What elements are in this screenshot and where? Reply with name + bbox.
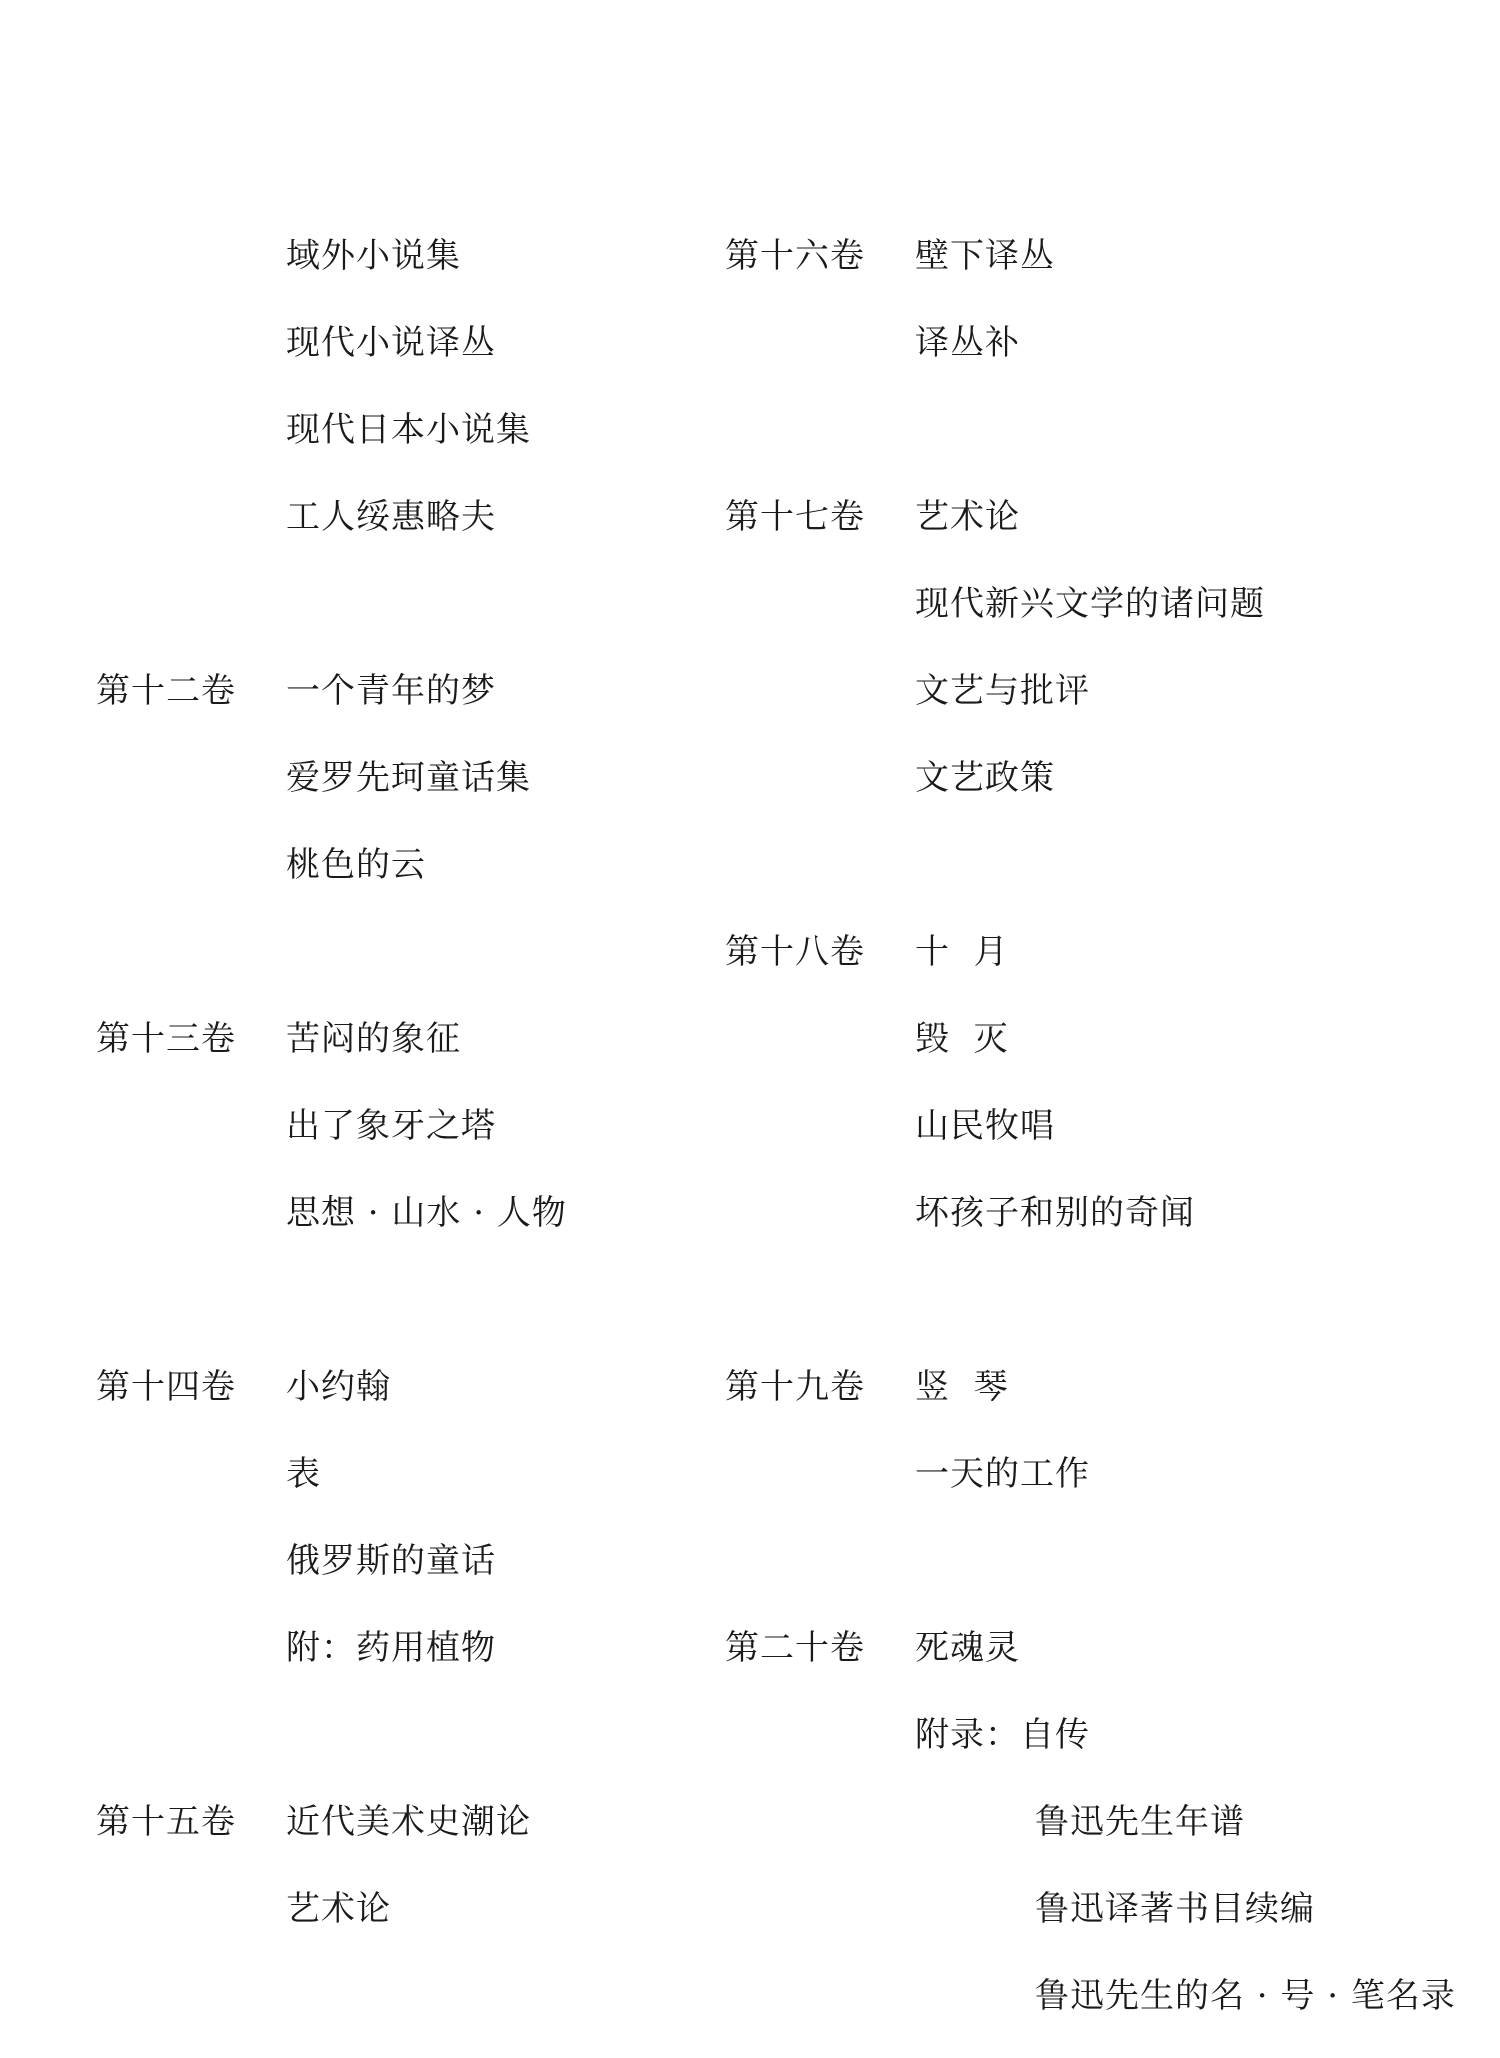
appendix-item: 鲁迅先生的名 · 号 · 笔名录 (1035, 1976, 1456, 2016)
book-title: 译丛补 (915, 323, 1020, 363)
book-title: 艺术论 (915, 497, 1020, 537)
book-title: 附录：自传 (915, 1715, 1090, 1755)
book-title: 一个青年的梦 (286, 671, 496, 711)
book-title: 近代美术史潮论 (286, 1802, 531, 1842)
volume-label: 第十四卷 (96, 1367, 236, 1407)
book-title: 艺术论 (286, 1889, 391, 1929)
book-title: 文艺与批评 (915, 671, 1090, 711)
appendix-item: 鲁迅先生年谱 (1035, 1802, 1245, 1842)
volume-label: 第十二卷 (96, 671, 236, 711)
book-title: 爱罗先珂童话集 (286, 758, 531, 798)
book-title: 苦闷的象征 (286, 1019, 461, 1059)
volume-label: 第十三卷 (96, 1019, 236, 1059)
volume-label: 第十六卷 (725, 236, 865, 276)
book-title: 毁 灭 (915, 1019, 1009, 1059)
volume-label: 第十九卷 (725, 1367, 865, 1407)
book-title: 俄罗斯的童话 (286, 1541, 496, 1581)
book-title: 域外小说集 (286, 236, 461, 276)
volume-label: 第二十卷 (725, 1628, 865, 1668)
book-title: 一天的工作 (915, 1454, 1090, 1494)
book-title: 附：药用植物 (286, 1628, 496, 1668)
book-title: 出了象牙之塔 (286, 1106, 496, 1146)
appendix-item: 鲁迅译著书目续编 (1035, 1889, 1315, 1929)
book-title: 文艺政策 (915, 758, 1055, 798)
volume-label: 第十八卷 (725, 932, 865, 972)
volume-label: 第十五卷 (96, 1802, 236, 1842)
book-title: 现代新兴文学的诸问题 (915, 584, 1265, 624)
book-title: 思想 · 山水 · 人物 (286, 1193, 567, 1233)
book-title: 工人绥惠略夫 (286, 497, 496, 537)
book-title: 现代小说译丛 (286, 323, 496, 363)
book-title: 山民牧唱 (915, 1106, 1055, 1146)
book-title: 竖 琴 (915, 1367, 1009, 1407)
book-title: 壁下译丛 (915, 236, 1055, 276)
book-title: 坏孩子和别的奇闻 (915, 1193, 1195, 1233)
book-title: 桃色的云 (286, 845, 426, 885)
book-title: 现代日本小说集 (286, 410, 531, 450)
book-title: 死魂灵 (915, 1628, 1020, 1668)
book-title: 小约翰 (286, 1367, 391, 1407)
volume-label: 第十七卷 (725, 497, 865, 537)
book-title: 表 (286, 1454, 321, 1494)
book-title: 十 月 (915, 932, 1009, 972)
